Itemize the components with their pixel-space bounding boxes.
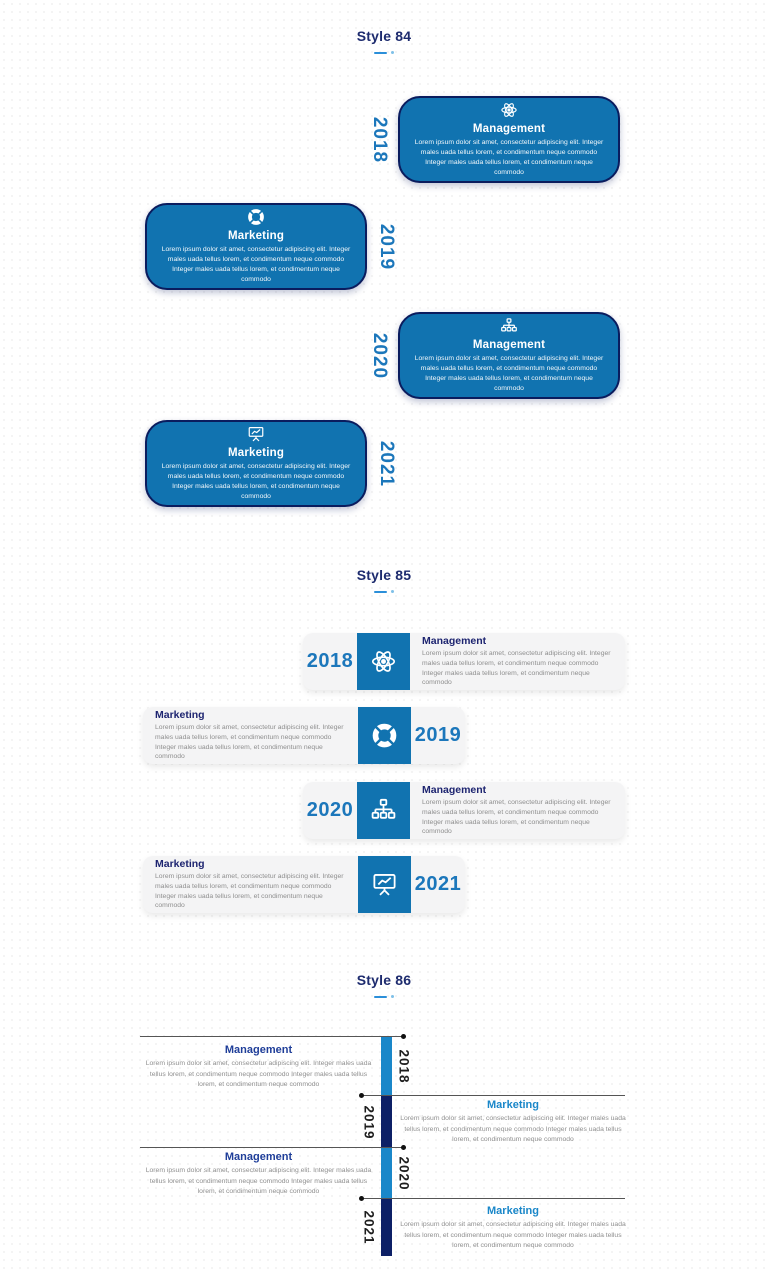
timeline-bar-segment-2019 bbox=[381, 1096, 392, 1148]
style85-section-title-wrap bbox=[0, 567, 768, 585]
timeline-entry-2018 bbox=[140, 1044, 377, 1091]
timeline-entry-2021 bbox=[396, 1205, 630, 1252]
timeline-bar-segment-2021 bbox=[381, 1199, 392, 1256]
year-label-2019: 2019 bbox=[376, 223, 397, 270]
year-label-2019: 2019 bbox=[414, 724, 462, 746]
underline-bar bbox=[374, 52, 387, 54]
underline-bar bbox=[374, 591, 387, 593]
style84-section-title-wrap bbox=[0, 28, 768, 46]
timeline-entry-2020 bbox=[140, 1151, 377, 1198]
timeline-card-2020 bbox=[303, 782, 625, 839]
card-body: Lorem ipsum dolor sit amet, consectetur adipiscing elit. Integer males uada tellus lorem, et condimentum neque commodo Integer males uada tellus lorem, et condimentum neque commodo bbox=[145, 1060, 372, 1089]
card-body: Lorem ipsum dolor sit amet, consectetur adipiscing elit. Integer males uada tellus lorem, et condimentum neque commodo Integer males uada tellus lorem, et condimentum neque commodo bbox=[155, 872, 344, 910]
timeline-card-2020 bbox=[398, 312, 620, 399]
card-title: Management bbox=[472, 338, 546, 351]
card-title: Management bbox=[224, 1151, 293, 1163]
org-chart-icon bbox=[357, 782, 410, 839]
year-label-2021: 2021 bbox=[361, 1210, 377, 1245]
card-body: Lorem ipsum dolor sit amet, consectetur adipiscing elit. Integer males uada tellus lorem, et condimentum neque commodo Integer males uada tellus lorem, et condimentum neque commodo bbox=[400, 1221, 626, 1250]
year-label-2018: 2018 bbox=[396, 1049, 412, 1084]
timeline-card-2019 bbox=[143, 707, 465, 764]
card-title: Management bbox=[472, 122, 546, 135]
card-title: Management bbox=[422, 783, 487, 796]
card-body: Lorem ipsum dolor sit amet, consectetur adipiscing elit. Integer males uada tellus lorem, et condimentum neque commodo Integer males uada tellus lorem, et condimentum neque commodo bbox=[161, 462, 351, 501]
card-body: Lorem ipsum dolor sit amet, consectetur adipiscing elit. Integer males uada tellus lorem, et condimentum neque commodo Integer males uada tellus lorem, et condimentum neque commodo bbox=[414, 138, 604, 177]
card-title: Marketing bbox=[487, 1205, 539, 1217]
timeline-card-2021 bbox=[143, 856, 465, 913]
card-title: Marketing bbox=[155, 857, 205, 870]
year-label-2018: 2018 bbox=[306, 650, 354, 672]
timeline-entry-2019 bbox=[396, 1099, 630, 1146]
section-title: Style 84 bbox=[356, 28, 412, 44]
timeline-card-2021 bbox=[145, 420, 367, 507]
card-body: Lorem ipsum dolor sit amet, consectetur adipiscing elit. Integer males uada tellus lorem, et condimentum neque commodo Integer males uada tellus lorem, et condimentum neque commodo bbox=[145, 1167, 372, 1196]
timeline-card-2018 bbox=[398, 96, 620, 183]
section-title: Style 85 bbox=[356, 567, 412, 583]
style86-title-underline bbox=[0, 995, 768, 998]
atom-icon bbox=[500, 101, 518, 119]
card-body: Lorem ipsum dolor sit amet, consectetur adipiscing elit. Integer males uada tellus lorem, et condimentum neque commodo Integer males uada tellus lorem, et condimentum neque commodo bbox=[414, 354, 604, 393]
org-chart-icon bbox=[500, 317, 518, 335]
year-label-2020: 2020 bbox=[369, 332, 390, 379]
year-label-2021: 2021 bbox=[414, 873, 462, 895]
underline-dot bbox=[391, 590, 394, 593]
style84-title-underline bbox=[0, 51, 768, 54]
timeline-bar-segment-2020 bbox=[381, 1148, 392, 1199]
timeline-card-2018 bbox=[303, 633, 625, 690]
card-title: Management bbox=[422, 634, 487, 647]
underline-bar bbox=[374, 996, 387, 998]
lifebuoy-icon bbox=[247, 208, 265, 226]
card-title: Management bbox=[224, 1044, 293, 1056]
presentation-chart-icon bbox=[358, 856, 411, 913]
card-body: Lorem ipsum dolor sit amet, consectetur adipiscing elit. Integer males uada tellus lorem, et condimentum neque commodo Integer males uada tellus lorem, et condimentum neque commodo bbox=[155, 723, 344, 761]
card-title: Marketing bbox=[155, 708, 205, 721]
timeline-bar-segment-2018 bbox=[381, 1037, 392, 1096]
card-body: Lorem ipsum dolor sit amet, consectetur adipiscing elit. Integer males uada tellus lorem, et condimentum neque commodo Integer males uada tellus lorem, et condimentum neque commodo bbox=[422, 649, 611, 687]
card-title: Marketing bbox=[227, 446, 285, 459]
year-label-2018: 2018 bbox=[369, 116, 390, 163]
style85-title-underline bbox=[0, 590, 768, 593]
timeline-card-2019 bbox=[145, 203, 367, 290]
section-title: Style 86 bbox=[356, 972, 412, 988]
year-label-2020: 2020 bbox=[396, 1156, 412, 1191]
underline-dot bbox=[391, 995, 394, 998]
card-body: Lorem ipsum dolor sit amet, consectetur adipiscing elit. Integer males uada tellus lorem, et condimentum neque commodo Integer males uada tellus lorem, et condimentum neque commodo bbox=[161, 245, 351, 284]
atom-icon bbox=[357, 633, 410, 690]
year-label-2020: 2020 bbox=[306, 799, 354, 821]
presentation-chart-icon bbox=[247, 425, 265, 443]
underline-dot bbox=[391, 51, 394, 54]
lifebuoy-icon bbox=[358, 707, 411, 764]
card-body: Lorem ipsum dolor sit amet, consectetur adipiscing elit. Integer males uada tellus lorem, et condimentum neque commodo Integer males uada tellus lorem, et condimentum neque commodo bbox=[400, 1115, 626, 1144]
connector-line-2018 bbox=[140, 1036, 406, 1037]
year-label-2019: 2019 bbox=[361, 1104, 377, 1140]
card-title: Marketing bbox=[227, 229, 285, 242]
card-title: Marketing bbox=[487, 1099, 539, 1111]
card-body: Lorem ipsum dolor sit amet, consectetur adipiscing elit. Integer males uada tellus lorem, et condimentum neque commodo Integer males uada tellus lorem, et condimentum neque commodo bbox=[422, 798, 611, 836]
year-label-2021: 2021 bbox=[376, 440, 397, 487]
style86-section-title-wrap bbox=[0, 972, 768, 990]
